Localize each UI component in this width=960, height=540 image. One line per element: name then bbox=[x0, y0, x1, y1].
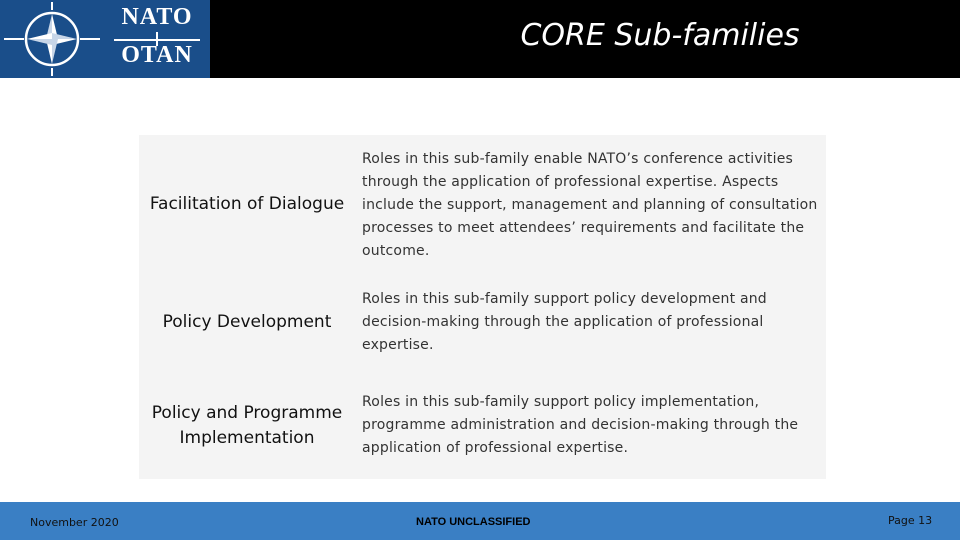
row-description-facilitation-of-dialogue: Roles in this sub-family enable NATO’s conference activities through the application of professional expertise. Aspects include the support, management and planning of consultation processes to meet attendees’ requirements and facilitate the outcome. bbox=[362, 151, 818, 259]
footer-bar bbox=[0, 502, 960, 540]
row-description-policy-and-programme-implementation: Roles in this sub-family support policy implementation, programme administration and decision-making through the application of professional expertise. bbox=[362, 394, 799, 456]
row-label-policy-development: Policy Development bbox=[162, 312, 332, 332]
classification-label: NATO UNCLASSIFIED bbox=[416, 516, 531, 528]
header-bar bbox=[0, 0, 960, 78]
nato-logo bbox=[0, 0, 210, 78]
slide-title: CORE Sub-families bbox=[520, 18, 800, 53]
footer-date: November 2020 bbox=[30, 516, 119, 529]
row-label-policy-and-programme-implementation: Policy and Programme Implementation bbox=[151, 403, 343, 448]
row-description-policy-development: Roles in this sub-family support policy development and decision-making through the application of professional expertise. bbox=[362, 291, 767, 353]
nato-otan-wordmark bbox=[104, 0, 210, 78]
nato-compass-emblem-icon bbox=[0, 0, 104, 78]
subfamilies-table bbox=[139, 135, 826, 479]
row-label-facilitation-of-dialogue: Facilitation of Dialogue bbox=[149, 194, 345, 214]
logo-otan-text: OTAN bbox=[121, 42, 193, 68]
page-number: Page 13 bbox=[888, 514, 933, 527]
logo-nato-text: NATO bbox=[121, 4, 193, 30]
